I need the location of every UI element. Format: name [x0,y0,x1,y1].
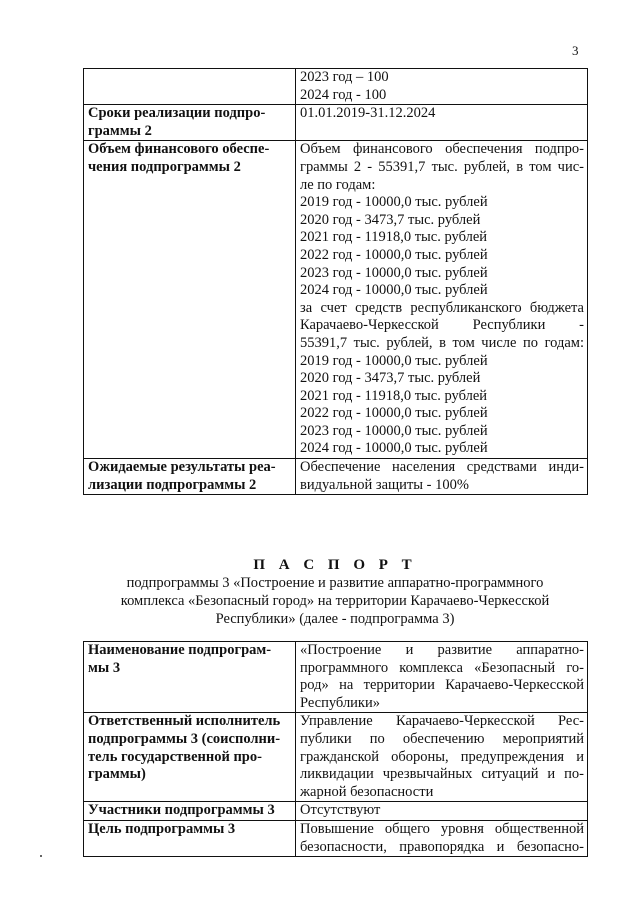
row-value-cell [296,69,588,105]
subprogram-3-passport-table [83,641,588,857]
passport-title: П А С П О Р Т [253,557,417,573]
value-line: 2022 год - 10000,0 тыс. рублей [300,246,488,263]
passport-subtitle [80,574,590,628]
value-line: Отсутствуют [300,802,381,819]
value-line: 2021 год - 11918,0 тыс. рублей [300,387,488,404]
value-line: 2022 год - 10000,0 тыс. рублей [300,405,488,422]
subtitle-line: подпрограммы 3 «Построение и развитие аппаратно-программного [126,575,544,591]
value-line: Управление Карачаево-Черкесской Рес- [300,713,584,730]
page-number: 3 [572,43,579,58]
row-label-cell [84,141,296,459]
label-line: граммы 2 [88,122,152,139]
value-line: 2024 год - 100 [300,86,387,103]
value-line: Карачаево-Черкесской Республики - [300,317,584,334]
label-line: Ожидаемые результаты реа- [88,459,276,476]
scan-speck [40,855,42,857]
label-line: Сроки реализации подпро- [88,105,266,122]
row-label-cell [84,802,296,821]
label-line: граммы) [88,766,146,783]
value-line: ликвидации чрезвычайных ситуаций и по- [300,766,584,783]
label-line: Наименование подпрограм- [88,642,272,658]
label-line: тель государственной про- [88,748,262,765]
table-body [84,642,588,857]
subtitle-line: Республики» (далее - подпрограмма 3) [215,611,455,627]
subprogram-2-passport-table [83,68,588,495]
value-line: 2023 год - 10000,0 тыс. рублей [300,422,488,439]
value-line: 2023 год - 10000,0 тыс. рублей [300,264,488,281]
label-line: Участники подпрограммы 3 [88,802,275,819]
row-value-cell [296,459,588,495]
table-row [84,141,588,459]
row-value-cell [296,802,588,821]
value-line: 55391,7 тыс. рублей, в том числе по годам: [300,334,584,351]
value-line: 2020 год - 3473,7 тыс. рублей [300,211,481,228]
row-value-cell [296,105,588,141]
value-line: Республики» [300,694,380,711]
value-line: 2024 год - 10000,0 тыс. рублей [300,282,488,299]
value-line: Объем финансового обеспечения подпро- [300,141,584,158]
value-line: 2024 год - 10000,0 тыс. рублей [300,440,488,457]
row-value-cell [296,820,588,856]
value-line: Повышение общего уровня общественной [300,820,584,837]
row-label-cell [84,642,296,713]
value-line: «Построение и развитие аппаратно- [300,642,584,658]
label-line: Цель подпрограммы 3 [88,820,236,837]
value-line: 2021 год - 11918,0 тыс. рублей [300,229,488,246]
table-row [84,802,588,821]
table-row [84,69,588,105]
passport-heading [80,556,590,628]
value-line: 2019 год - 10000,0 тыс. рублей [300,194,488,211]
table-row [84,642,588,713]
label-line: Ответственный исполнитель [88,713,281,730]
value-line: ле по годам: [300,176,376,193]
row-label-cell [84,459,296,495]
row-value-cell [296,642,588,713]
value-line: безопасности, правопорядка и безопасно- [300,838,584,855]
row-label-cell [84,69,296,105]
value-line: жарной безопасности [300,783,434,800]
row-value-cell [296,141,588,459]
value-line: гражданской обороны, предупреждения и [300,748,584,765]
row-label-cell [84,820,296,856]
subtitle-line: комплекса «Безопасный город» на территории Карачаево-Черкесской [120,593,550,609]
value-line: видуальной защиты - 100% [300,476,469,493]
label-line: чения подпрограммы 2 [88,158,241,175]
table-row [84,713,588,802]
table-row [84,105,588,141]
label-line: Объем финансового обеспе- [88,141,270,158]
value-line: 2019 год - 10000,0 тыс. рублей [300,352,488,369]
value-line: род» на территории Карачаево-Черкесской [300,677,584,694]
table-row [84,459,588,495]
label-line: мы 3 [88,659,121,676]
label-line: лизации подпрограммы 2 [88,476,257,493]
row-value-cell [296,713,588,802]
label-line: подпрограммы 3 (соисполни- [88,730,281,747]
value-line: Обеспечение населения средствами инди- [300,459,584,476]
value-line: 2020 год - 3473,7 тыс. рублей [300,370,481,387]
value-line: за счет средств республиканского бюджета [300,299,584,316]
table-body [84,69,588,495]
table-row [84,820,588,856]
value-line: граммы 2 - 55391,7 тыс. рублей, в том чис- [300,158,584,175]
value-line: публики по обеспечению мероприятий [300,730,584,747]
value-line: программного комплекса «Безопасный го- [300,659,584,676]
row-label-cell [84,105,296,141]
value-line: 01.01.2019-31.12.2024 [300,105,436,122]
row-label-cell [84,713,296,802]
value-line: 2023 год – 100 [300,69,389,85]
